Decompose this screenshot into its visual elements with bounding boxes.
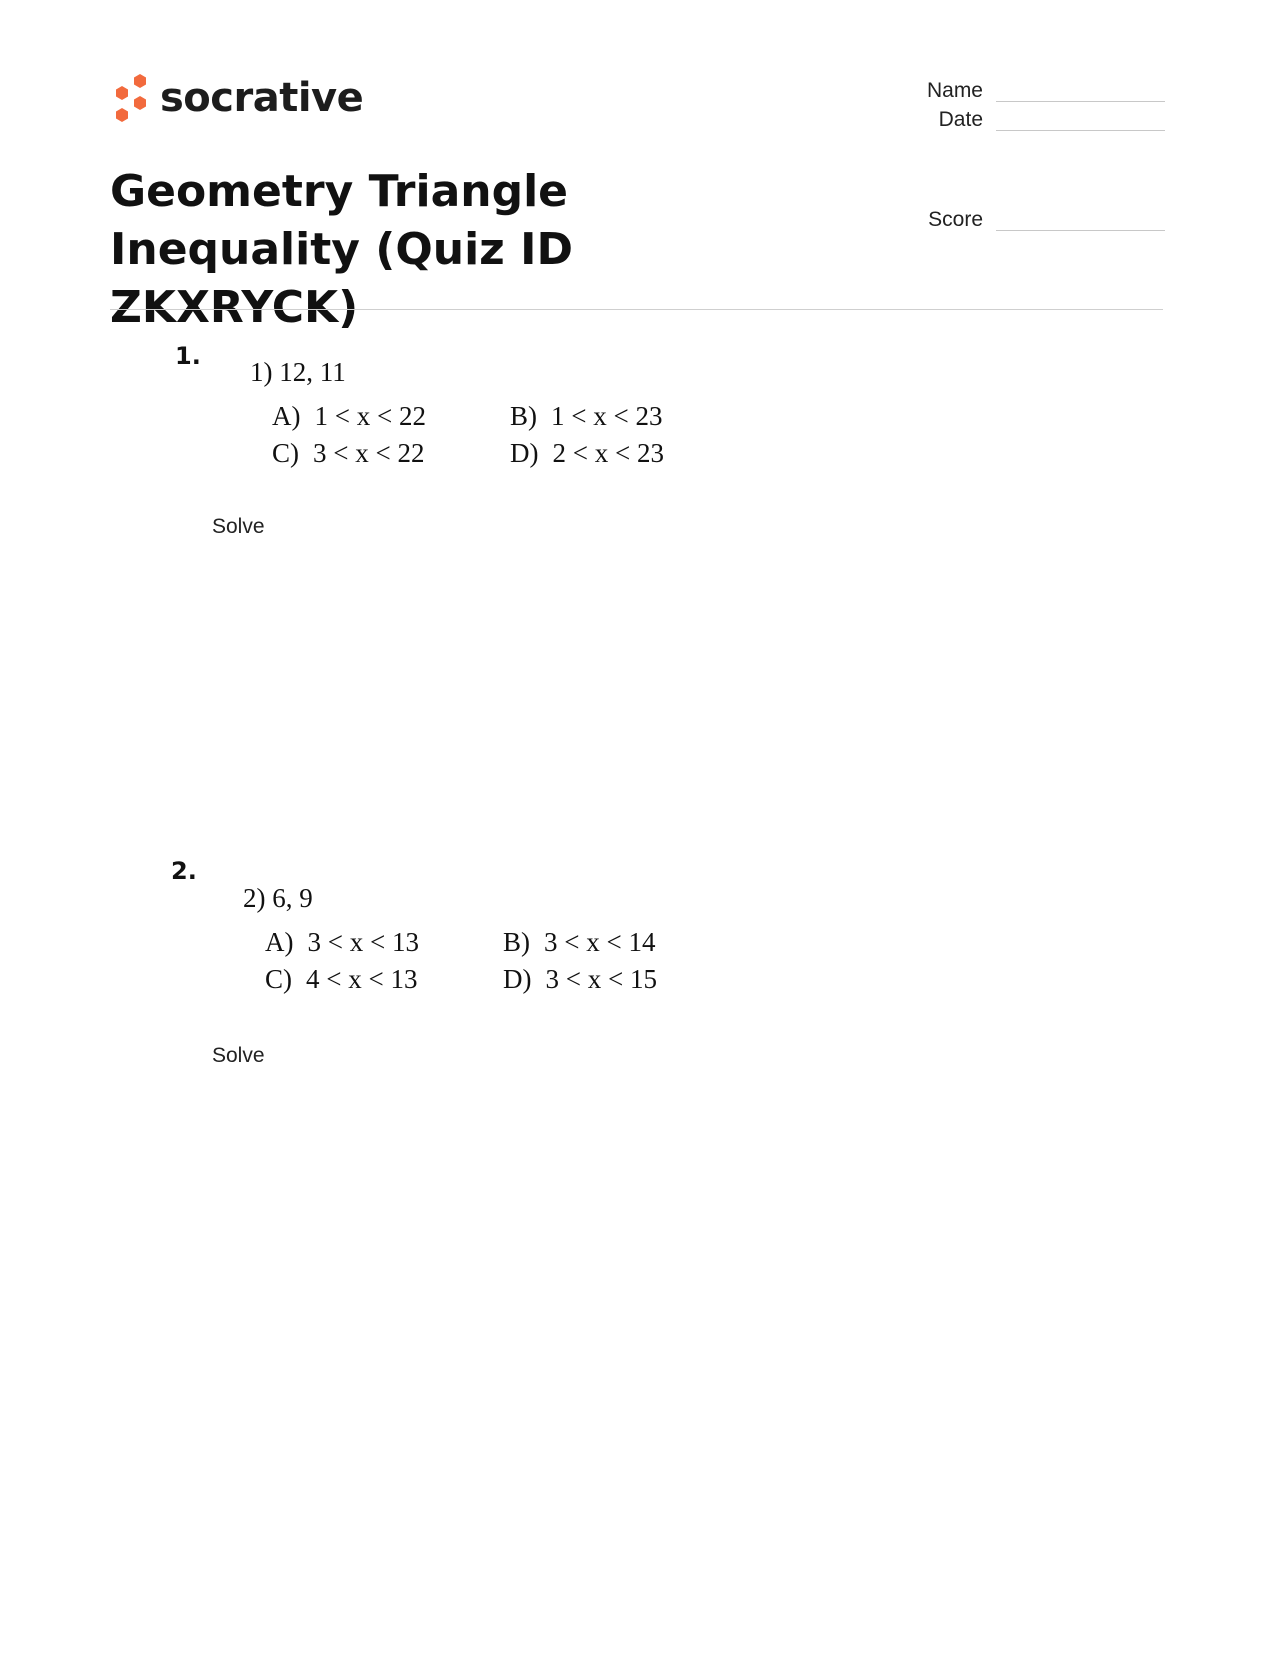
option-c [265, 964, 417, 995]
header-divider [110, 309, 1163, 310]
option-value: 3 < x < 13 [307, 927, 419, 957]
name-line [996, 101, 1165, 102]
quiz-title: Geometry Triangle Inequality (Quiz ID ZKXRYCK) [110, 166, 573, 333]
question-stem: 1) 12, 11 [250, 357, 346, 387]
name-label: Name [926, 79, 983, 102]
option-b [510, 401, 662, 432]
option-letter: C) [272, 438, 299, 468]
date-field [900, 105, 1165, 135]
option-value: 3 < x < 22 [313, 438, 425, 468]
option-letter: B) [503, 927, 530, 957]
option-a [272, 401, 426, 432]
option-letter: A) [265, 927, 294, 957]
hexagon-cluster-icon [110, 72, 150, 124]
option-d [503, 964, 657, 995]
brand-name: socrative [160, 75, 364, 121]
option-letter: B) [510, 401, 537, 431]
question-image [250, 357, 710, 477]
date-line [996, 130, 1165, 131]
option-d [510, 438, 664, 469]
score-line [996, 230, 1165, 231]
solve-label: Solve [212, 515, 265, 538]
option-letter: D) [510, 438, 539, 468]
option-value: 3 < x < 15 [545, 964, 657, 994]
option-a [265, 927, 419, 958]
socrative-logo [110, 72, 363, 124]
score-field [900, 205, 1165, 235]
option-letter: C) [265, 964, 292, 994]
option-value: 3 < x < 14 [544, 927, 656, 957]
option-b [503, 927, 655, 958]
question-image [243, 883, 703, 1003]
question-stem: 2) 6, 9 [243, 883, 313, 913]
option-value: 1 < x < 23 [551, 401, 663, 431]
option-c [272, 438, 424, 469]
option-value: 2 < x < 23 [552, 438, 664, 468]
question-number: 1. [175, 342, 201, 370]
option-value: 4 < x < 13 [306, 964, 418, 994]
option-letter: A) [272, 401, 301, 431]
name-field [900, 76, 1165, 106]
option-letter: D) [503, 964, 532, 994]
solve-label: Solve [212, 1044, 265, 1067]
question-number: 2. [171, 857, 197, 885]
date-label: Date [938, 108, 983, 131]
score-label: Score [928, 208, 983, 231]
option-value: 1 < x < 22 [314, 401, 426, 431]
